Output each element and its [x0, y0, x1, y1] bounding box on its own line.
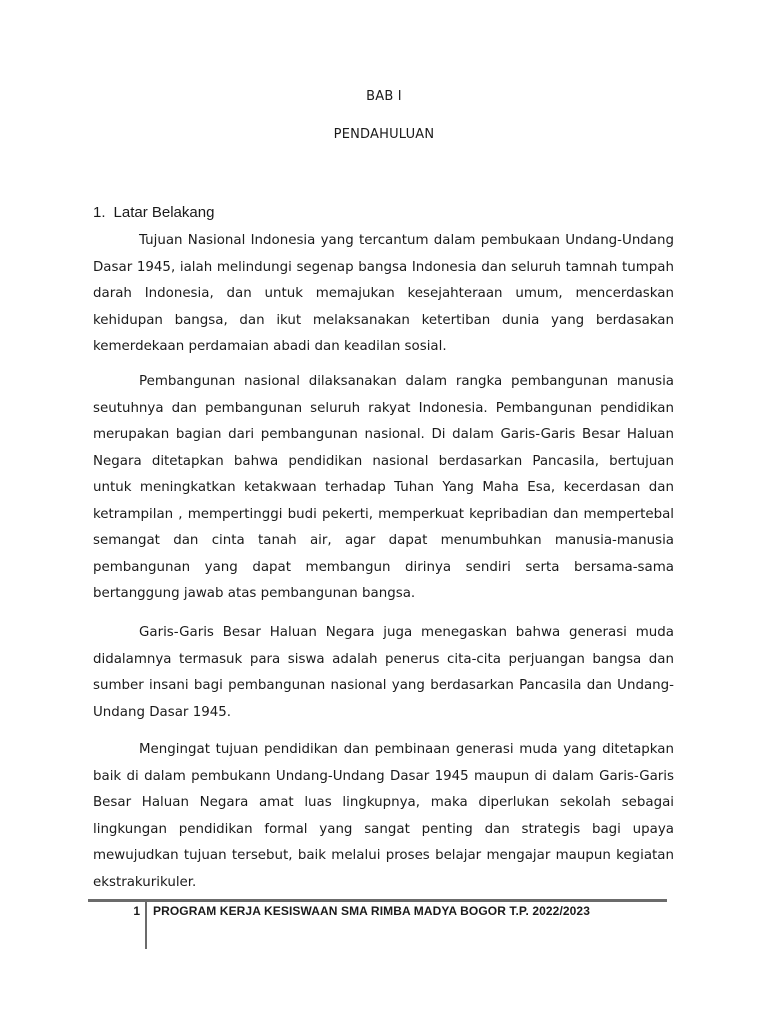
chapter-title: BAB I — [366, 89, 402, 104]
section-heading — [93, 204, 214, 221]
footer-title: PROGRAM KERJA KESISWAAN SMA RIMBA MADYA BOGOR T.P. 2022/2023 — [153, 904, 590, 918]
section-number: 1. — [93, 204, 106, 221]
page-number: 1 — [133, 904, 140, 918]
paragraph: Garis-Garis Besar Haluan Negara juga menegaskan bahwa generasi muda didalamnya termasuk para siswa adalah penerus cita-cita perjuangan bangsa dan sumber insani bagi pembangunan nasional yang berdasarkan Pancasila dan Undang-Undang Dasar 1945. — [93, 625, 674, 720]
section-title: Latar Belakang — [113, 204, 215, 221]
paragraph: Pembangunan nasional dilaksanakan dalam rangka pembangunan manusia seutuhnya dan pembangunan seluruh rakyat Indonesia. Pembangunan pendidikan merupakan bagian dari pembangunan nasional. Di dalam Garis-Garis Besar Haluan Negara ditetapkan bahwa pendidikan nasional berdasarkan Pancasila, bertujuan untuk meningkatkan ketakwaan terhadap Tuhan Yang Maha Esa, kecerdasan dan ketrampilan , mempertinggi budi pekerti, memperkuat kepribadian dan mempertebal semangat dan cinta tanah air, agar dapat menumbuhkan manusia-manusia pembangunan yang dapat membangun dirinya sendiri serta bersama-sama bertanggung jawab atas pembangunan bangsa. — [93, 374, 674, 601]
chapter-subtitle: PENDAHULUAN — [333, 127, 435, 142]
paragraph: Tujuan Nasional Indonesia yang tercantum dalam pembukaan Undang-Undang Dasar 1945, ialah melindungi segenap bangsa Indonesia dan seluruh tamnah tumpah darah Indonesia, dan untuk memajukan kesejahteraan umum, mencerdaskan kehidupan bangsa, dan ikut melaksanakan ketertiban dunia yang berdasakan kemerdekaan perdamaian abadi dan keadilan sosial. — [93, 233, 674, 354]
footer-divider — [88, 899, 667, 902]
paragraph: Mengingat tujuan pendidikan dan pembinaan generasi muda yang ditetapkan baik di dalam pembukann Undang-Undang Dasar 1945 maupun di dalam Garis-Garis Besar Haluan Negara amat luas lingkupnya, maka diperlukan sekolah sebagai lingkungan pendidikan formal yang sangat penting dan strategis bagi upaya mewujudkan tujuan tersebut, baik melalui proses belajar mengajar maupun kegiatan ekstrakurikuler. — [93, 742, 674, 890]
footer-vertical-divider — [145, 902, 147, 949]
